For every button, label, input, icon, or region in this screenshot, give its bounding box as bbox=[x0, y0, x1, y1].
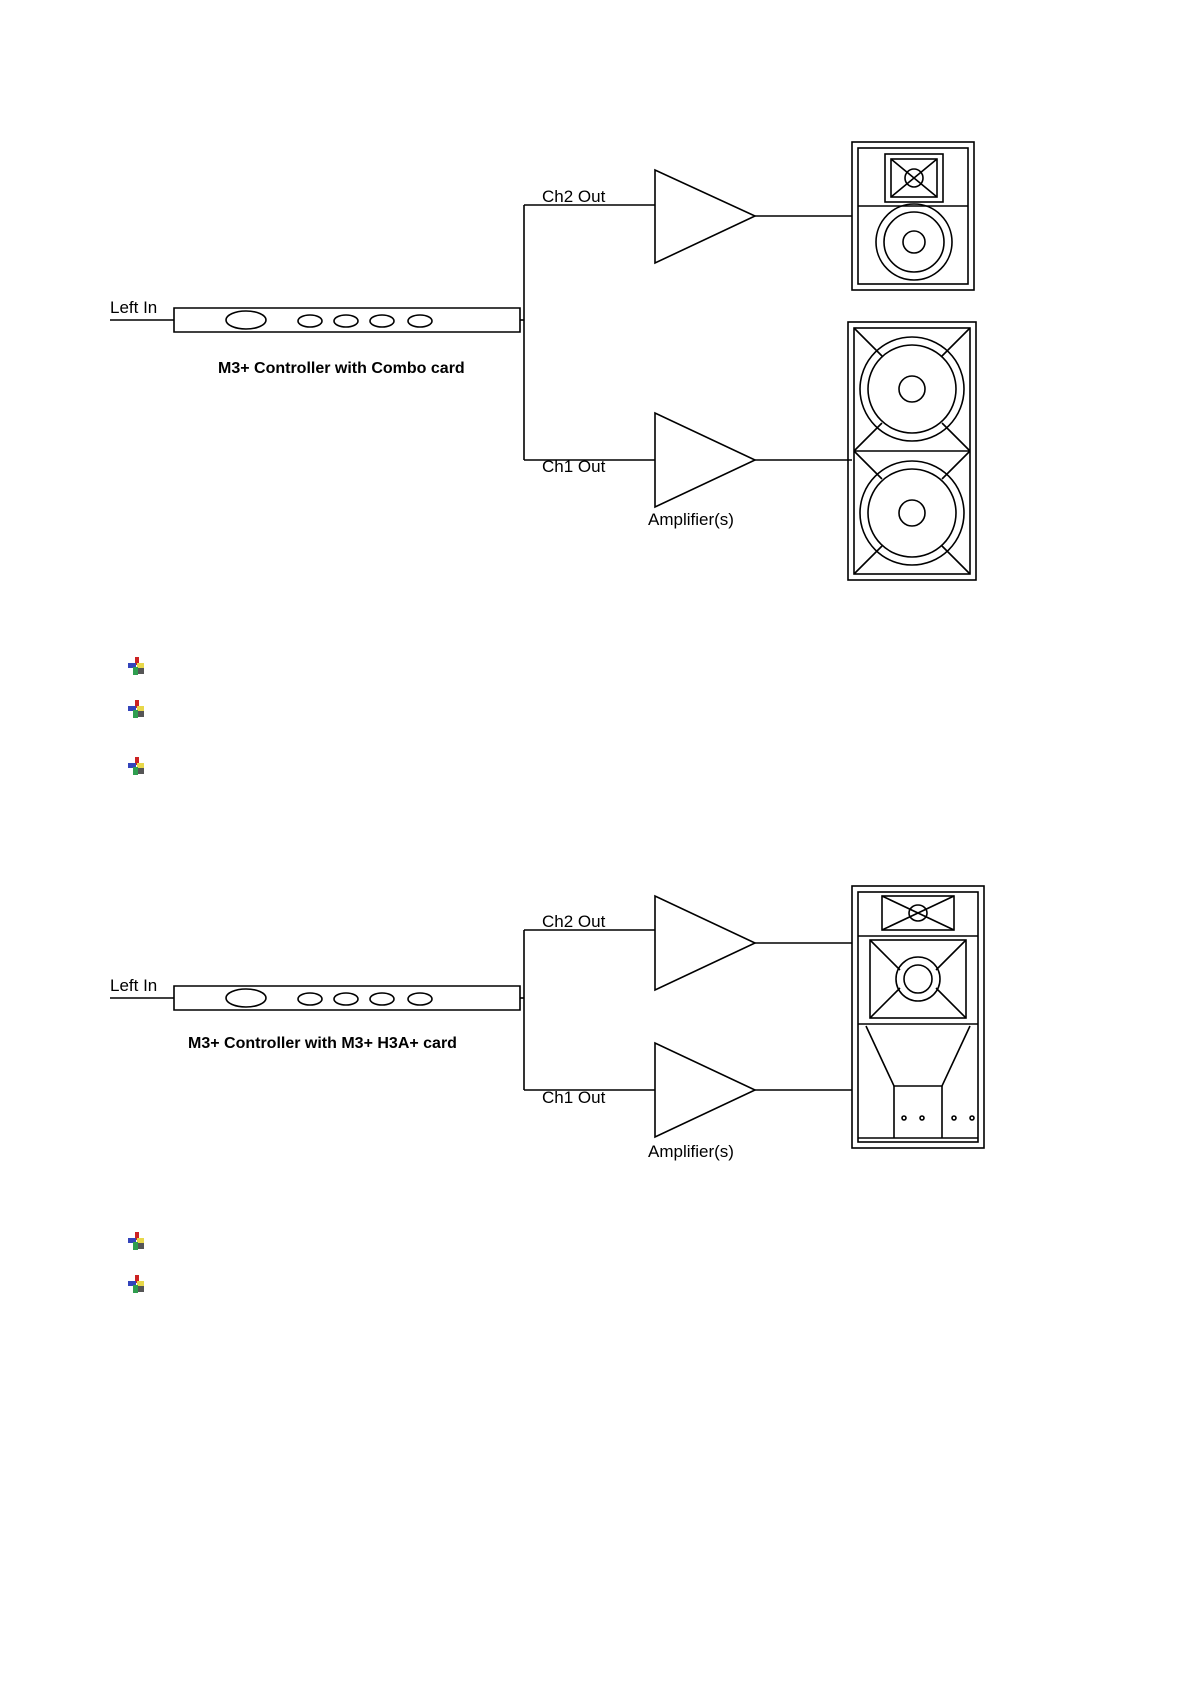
diagram-1-input-label: Left In bbox=[110, 298, 158, 317]
controller-knob-4 bbox=[408, 993, 432, 1005]
diagram-1-amplifier-label: Amplifier(s) bbox=[648, 510, 734, 529]
speaker-horn-cabinet bbox=[852, 886, 984, 1148]
list-item bbox=[128, 1232, 152, 1254]
diagram-1-caption: M3+ Controller with Combo card bbox=[218, 360, 465, 377]
signal-flow-diagram-h3a-card bbox=[110, 880, 1010, 1200]
controller-knob-2 bbox=[334, 315, 358, 327]
diagram-2-ch2-label: Ch2 Out bbox=[542, 912, 606, 931]
controller-knob-1 bbox=[298, 315, 322, 327]
list-item bbox=[128, 700, 152, 722]
controller-knob-2 bbox=[334, 993, 358, 1005]
diagram-2-caption: M3+ Controller with M3+ H3A+ card bbox=[188, 1035, 457, 1052]
list-item bbox=[128, 1275, 152, 1297]
controller-knob-1 bbox=[298, 993, 322, 1005]
diagram-2-input-label: Left In bbox=[110, 976, 158, 995]
diagram-1-ch1-label: Ch1 Out bbox=[542, 457, 606, 476]
list-item bbox=[128, 757, 152, 779]
signal-flow-diagram-combo-card bbox=[110, 130, 1010, 580]
speaker-bottom-cabinet bbox=[848, 322, 976, 580]
controller-knob-3 bbox=[370, 315, 394, 327]
diagram-2-amplifier-label: Amplifier(s) bbox=[648, 1142, 734, 1161]
list-item bbox=[128, 657, 152, 679]
controller-knob-large bbox=[226, 989, 266, 1007]
amplifier-top bbox=[655, 170, 755, 263]
speaker-top-cabinet bbox=[852, 142, 974, 290]
diagram-1-ch2-label: Ch2 Out bbox=[542, 187, 606, 206]
amplifier-bottom bbox=[655, 413, 755, 507]
amplifier-bottom bbox=[655, 1043, 755, 1137]
amplifier-top bbox=[655, 896, 755, 990]
controller-knob-large bbox=[226, 311, 266, 329]
diagram-2-ch1-label: Ch1 Out bbox=[542, 1088, 606, 1107]
controller-knob-3 bbox=[370, 993, 394, 1005]
controller-knob-4 bbox=[408, 315, 432, 327]
